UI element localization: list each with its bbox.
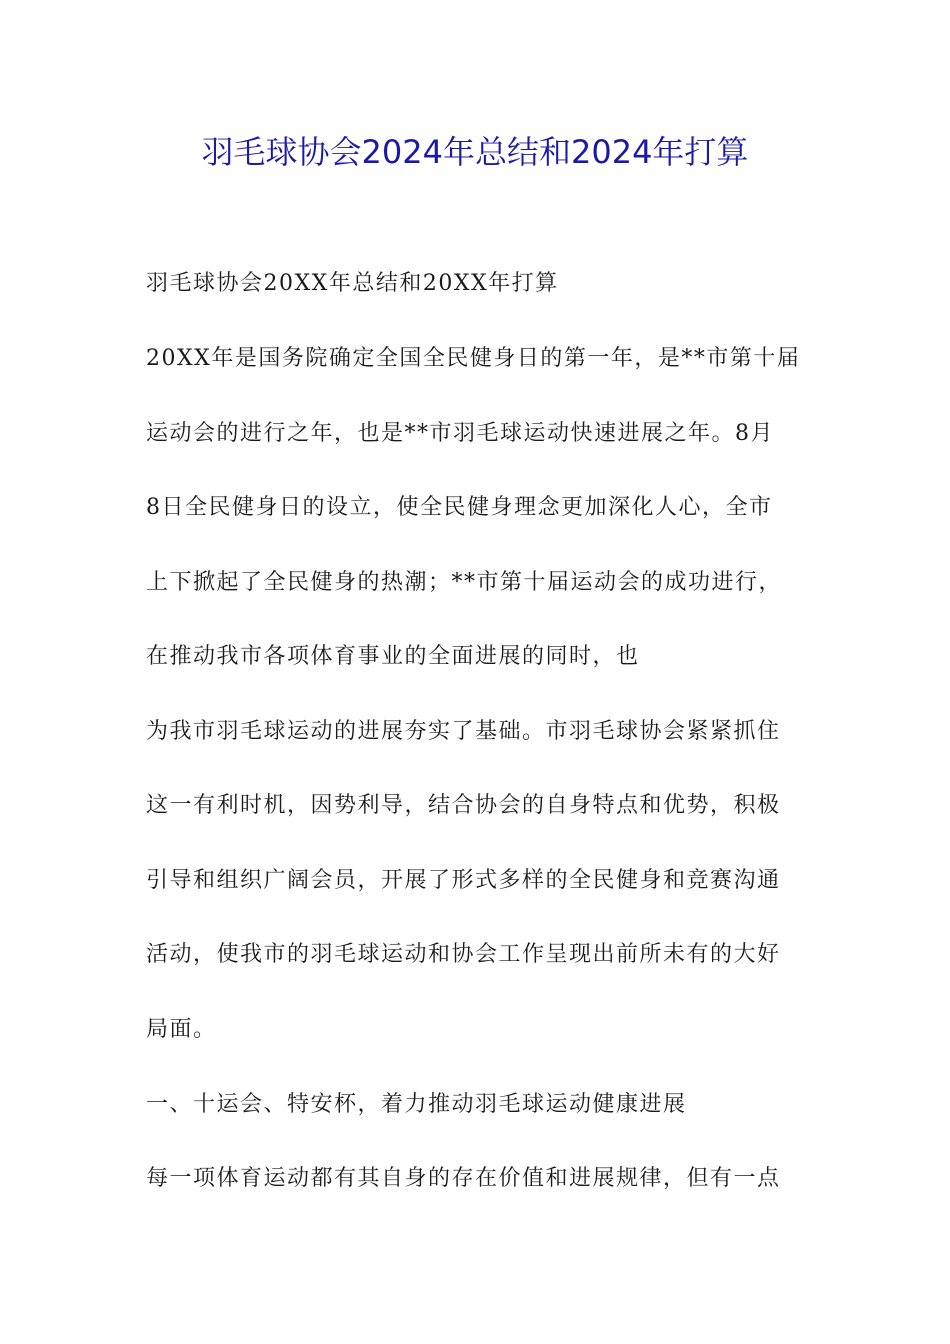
body-line: 20XX年是国务院确定全国全民健身日的第一年，是**市第十届 xyxy=(146,346,801,371)
body-line: 运动会的进行之年，也是**市羽毛球运动快速进展之年。8月 xyxy=(146,421,774,446)
body-line: 为我市羽毛球运动的进展夯实了基础。市羽毛球协会紧紧抓住 xyxy=(146,719,781,744)
body-line: 局面。 xyxy=(146,1017,217,1042)
document-subtitle-line: 羽毛球协会20XX年总结和20XX年打算 xyxy=(146,271,559,296)
section-heading: 一、十运会、特安杯，着力推动羽毛球运动健康进展 xyxy=(146,1092,687,1117)
body-line: 8日全民健身日的设立，使全民健身理念更加深化人心，全市 xyxy=(146,495,773,520)
document-title: 羽毛球协会2024年总结和2024年打算 xyxy=(201,133,749,171)
body-line: 在推动我市各项体育事业的全面进展的同时，也 xyxy=(146,644,640,669)
body-line: 引导和组织广阔会员，开展了形式多样的全民健身和竞赛沟通 xyxy=(146,868,781,893)
body-line: 活动，使我市的羽毛球运动和协会工作呈现出前所未有的大好 xyxy=(146,942,781,967)
body-line: 每一项体育运动都有其自身的存在价值和进展规律，但有一点 xyxy=(146,1166,781,1191)
body-line: 上下掀起了全民健身的热潮；**市第十届运动会的成功进行， xyxy=(146,570,783,595)
body-line: 这一有利时机，因势利导，结合协会的自身特点和优势，积极 xyxy=(146,793,781,818)
